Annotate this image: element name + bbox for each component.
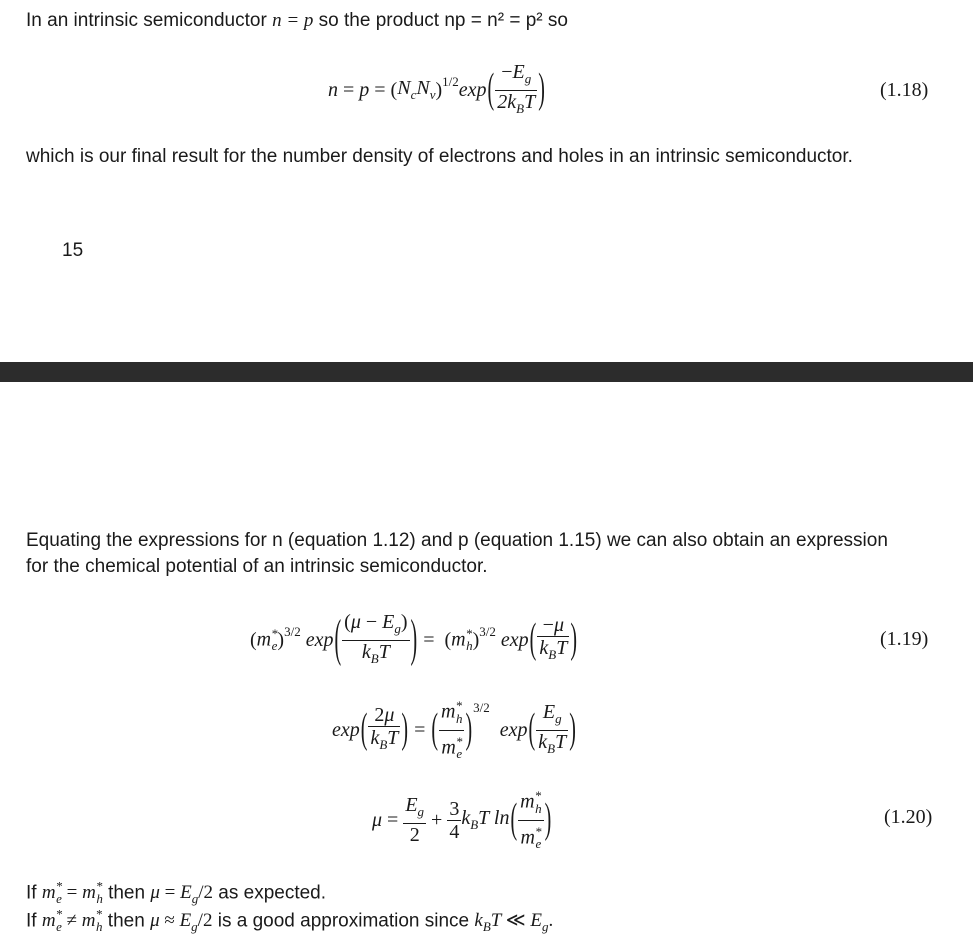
- page-divider: [0, 362, 973, 382]
- equation-1-18: n = p = ( $N_cN_v$ ) $^{1/2}$ exp ( $\frac{-E_g}{2k_BT}$ ): [328, 60, 545, 116]
- intro-line: [26, 8, 568, 34]
- result-text: which is our final result for the number density of electrons and holes in an intrinsic semiconductor.: [26, 146, 853, 167]
- equation-number-1-20: (1.20): [884, 806, 933, 828]
- equation-number-1-18: (1.18): [880, 79, 929, 101]
- note-unequal-masses: If $m^*_e \ne m^*_h$ then $\mu \approx E_g/2$ is a good approximation since $k_BT$ ≪ $E_g$.: [26, 907, 554, 935]
- paragraph-line-2: for the chemical potential of an intrinsic semiconductor.: [26, 556, 488, 577]
- note-equal-masses: If $m^*_e = m^*_h$ then $\mu = E_g/2$ as expected.: [26, 879, 327, 907]
- equation-number-1-19: (1.19): [880, 628, 929, 650]
- equation-exp-ratio: exp ( $\frac{2\mu}{k_BT}$ ) = ( $\frac{m^*_h}{m^*_e}$ ) $^{3/2}$ exp ( $\frac{E_g}{k_BT}$ ): [332, 700, 577, 760]
- intro-tail: so the product np = n² = p² so: [313, 10, 568, 31]
- equation-1-20: μ = $\frac{E_g}{2}$ + $\frac{3}{4}$ $k_BT$ ln ( $\frac{m^*_h}{m^*_e}$ ): [372, 790, 552, 850]
- equation-1-19: ( $m^*_e$ ) $^{3/2}$ exp ( $\frac{(\mu - E_g)}{k_BT}$ ) = ( $m^*_h$ ) $^{3/2}$ exp ( $\frac{-\mu}{k_BT}$ ): [250, 610, 577, 668]
- intro-math: n = p: [272, 10, 314, 31]
- page-number: 15: [62, 240, 84, 261]
- paragraph-line-1: Equating the expressions for n (equation 1.12) and p (equation 1.15) we can also obtain an expression: [26, 530, 888, 551]
- intro-text: In an intrinsic semiconductor: [26, 10, 273, 31]
